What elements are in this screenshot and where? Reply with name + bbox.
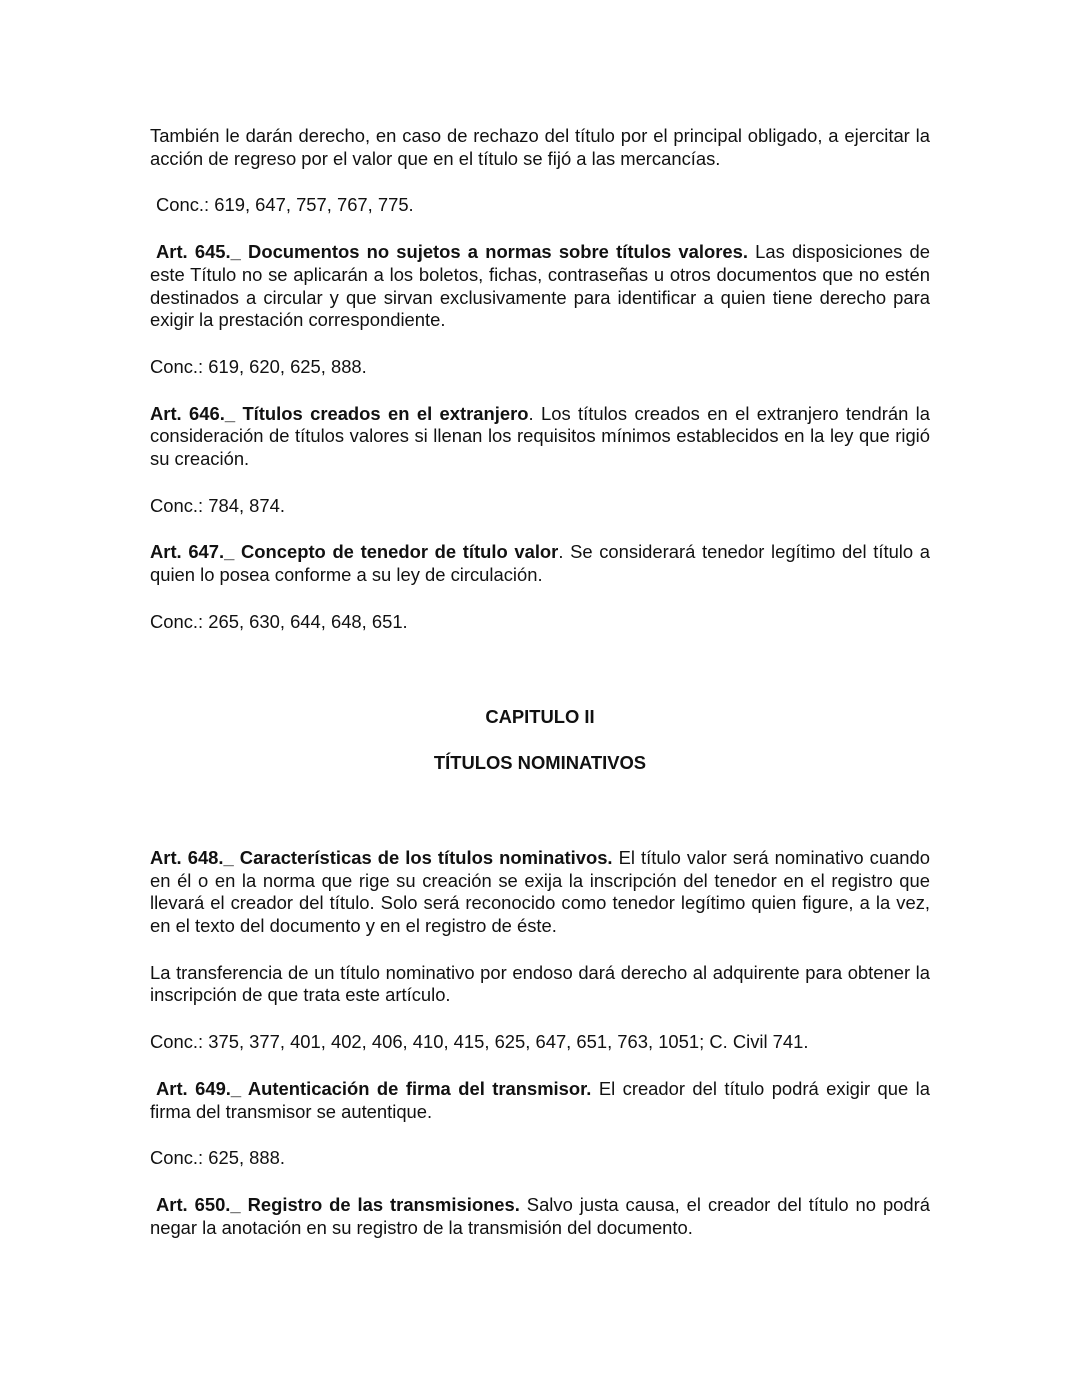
article-648-body: El título valor será nominativo cuando en él o en la norma que rige su creación se exija la inscripción del tenedor en el registro que llevará el creador del título. Solo será reconocido como tenedor legítimo quien figure, a la vez, en el texto del documento y en el registro de éste. xyxy=(150,846,930,937)
chapter-title: TÍTULOS NOMINATIVOS xyxy=(433,752,647,774)
article-650 xyxy=(150,1194,930,1239)
concordance-line: Conc.: 265, 630, 644, 648, 651. xyxy=(150,610,408,632)
concordance-line: Conc.: 625, 888. xyxy=(150,1147,285,1169)
article-646-title: Art. 646._ Títulos creados en el extranjero xyxy=(150,402,529,424)
article-645-body: Las disposiciones de este Título no se aplicarán a los boletos, fichas, contraseñas u otros documentos que no estén destinados a circular y que sirvan exclusivamente para identificar a quien tiene derecho para exigir la prestación correspondiente. xyxy=(150,241,930,331)
article-649 xyxy=(150,1078,930,1123)
article-647-title: Art. 647._ Concepto de tenedor de título valor xyxy=(150,541,559,563)
article-645 xyxy=(150,241,930,332)
document-page xyxy=(150,125,930,1239)
article-646 xyxy=(150,403,930,471)
concordance-line: Conc.: 619, 647, 757, 767, 775. xyxy=(156,194,414,216)
article-647 xyxy=(150,541,930,586)
article-649-title: Art. 649._ Autenticación de firma del transmisor. xyxy=(156,1077,592,1099)
article-647-body: . Se considerará tenedor legítimo del título a quien lo posea conforme a su ley de circulación. xyxy=(150,541,931,586)
article-648 xyxy=(150,847,930,938)
article-650-body: Salvo justa causa, el creador del título no podrá negar la anotación en su registro de la transmisión del documento. xyxy=(150,1193,930,1238)
article-650-title: Art. 650._ Registro de las transmisiones. xyxy=(156,1193,520,1215)
article-645-title: Art. 645._ Documentos no sujetos a normas sobre títulos valores. xyxy=(156,241,748,263)
concordance-line: Conc.: 619, 620, 625, 888. xyxy=(150,355,367,377)
article-649-body: El creador del título podrá exigir que la firma del transmisor se autentique. xyxy=(150,1077,930,1122)
concordance-line: Conc.: 375, 377, 401, 402, 406, 410, 415, 625, 647, 651, 763, 1051; C. Civil 741. xyxy=(150,1031,809,1053)
chapter-heading: CAPITULO II xyxy=(485,705,595,727)
paragraph-right-of-recourse: También le darán derecho, en caso de rechazo del título por el principal obligado, a ejercitar la acción de regreso por el valor que en el título se fijó a las mercancías. xyxy=(150,125,930,169)
article-648-second-paragraph: La transferencia de un título nominativo por endoso dará derecho al adquirente para obtener la inscripción de que trata este artículo. xyxy=(150,961,930,1006)
article-648-title: Art. 648._ Características de los títulos nominativos. xyxy=(150,846,613,868)
article-646-body: . Los títulos creados en el extranjero tendrán la consideración de títulos valores si llenan los requisitos mínimos establecidos en la ley que rigió su creación. xyxy=(150,402,930,470)
concordance-line: Conc.: 784, 874. xyxy=(150,494,285,516)
